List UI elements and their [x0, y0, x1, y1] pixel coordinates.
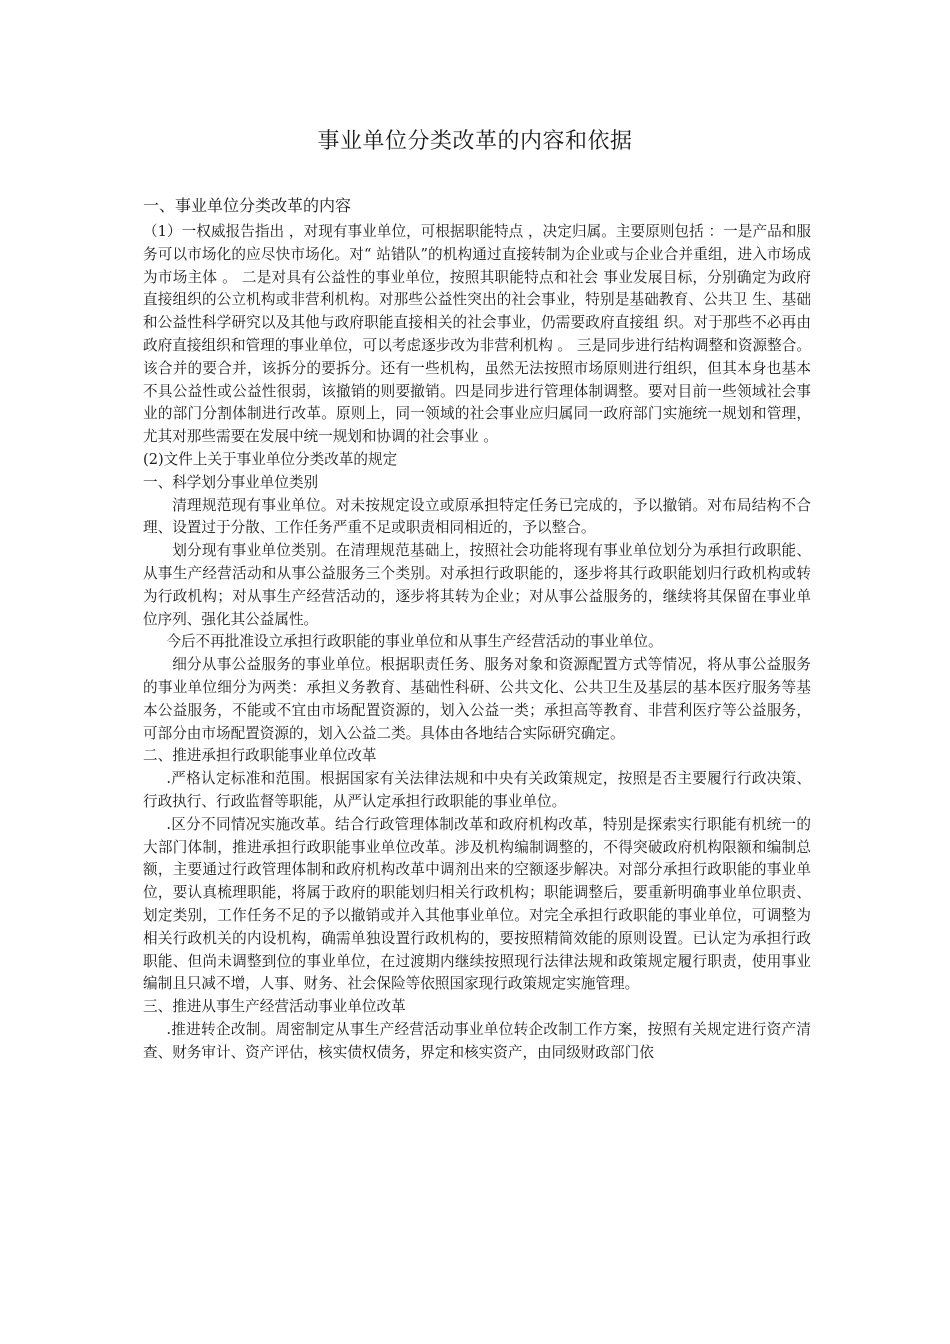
- paragraph: 划分现有事业单位类别。在清理规范基础上，按照社会功能将现有事业单位划分为承担行政职能、从事生产经营活动和从事公益服务三个类别。对承担行政职能的，逐步将其行政职能划归行政机构或转为行政机构；对从事生产经营活动的，逐步将其转为企业；对从事公益服务的，继续将其保留在事业单位序列、强化其公益属性。: [143, 542, 811, 628]
- paragraph: 清理规范现有事业单位。对未按规定设立或原承担特定任务已完成的，予以撤销。对布局结构不合理、设置过于分散、工作任务严重不足或职责相同相近的，予以整合。: [143, 496, 811, 537]
- paragraph: 细分从事公益服务的事业单位。根据职责任务、服务对象和资源配置方式等情况，将从事公益服务的事业单位细分为两类：承担义务教育、基础性科研、公共文化、公共卫生及基层的基本医疗服务等基本公益服务，不能或不宜由市场配置资源的，划入公益一类；承担高等教育、非营利医疗等公益服务，可部分由市场配置资源的，划入公益二类。具体由各地结合实际研究确定。: [143, 656, 811, 742]
- paragraph: 今后不再批准设立承担行政职能的事业单位和从事生产经营活动的事业单位。: [166, 633, 663, 651]
- section-heading: 二、推进承担行政职能事业单位改革: [143, 747, 377, 765]
- document-body: [143, 193, 811, 1064]
- paragraph: （1）一权威报告指出 ，对现有事业单位，可根据职能特点 ，决定归属。主要原则包括 ：一是产品和服务可以市场化的应尽快市场化。对“ 站错队”的机构通过直接转制为企业或与企业合并重组，进入市场成为市场主体 。 二是对具有公益性的事业单位，按照其职能特点和社会 事业发展目标，分别确定为政府直接组织的公立机构或非营利机构。对那些公益性突出的社会事业，特别是基础教育、公共卫 生、基础和公益性科学研究以及其他与政府职能直接相关的社会事业，仍需要政府直接组 织。对于那些不必再由政府直接组织和管理的事业单位，可以考虑逐步改为非营利机构 。 三是同步进行结构调整和资源整合。该合并的要合并，该拆分的要拆分。还有一些机构，虽然无法按照市场原则进行组织，但其本身也基本不具公益性或公益性很弱，该撤销的则要撤销。四是同步进行管理体制调整。要对目前一些领域社会事业的部门分割体制进行改革。原则上，同一领域的社会事业应归属同一政府部门实施统一规划和管理，尤其对那些需要在发展中统一规划和协调的社会事业 。: [143, 223, 811, 446]
- section-heading: 一、科学划分事业单位类别: [143, 473, 319, 491]
- paragraph: .推进转企改制。周密制定从事生产经营活动事业单位转企改制工作方案，按照有关规定进行资产清查、财务审计、资产评估，核实债权债务，界定和核实资产，由同级财政部门依: [143, 1020, 811, 1061]
- document-title: 事业单位分类改革的内容和依据: [317, 129, 633, 154]
- subheading: (2)文件上关于事业单位分类改革的规定: [143, 450, 398, 468]
- paragraph: .区分不同情况实施改革。结合行政管理体制改革和政府机构改革，特别是探索实行职能有机统一的大部门体制，推进承担行政职能事业单位改革。涉及机构编制调整的，不得突破政府机构限额和编制总额，主要通过行政管理体制和政府机构改革中调剂出来的空额逐步解决。对部分承担行政职能的事业单位，要认真梳理职能，将属于政府的职能划归相关行政机构；职能调整后，要重新明确事业单位职责、划定类别，工作任务不足的予以撤销或并入其他事业单位。对完全承担行政职能的事业单位，可调整为相关行政机关的内设机构，确需单独设置行政机构的，要按照精简效能的原则设置。已认定为承担行政职能、但尚未调整到位的事业单位，在过渡期内继续按照现行法律法规和政策规定履行职责，使用事业编制且只减不增，人事、财务、社会保险等依照国家现行政策规定实施管理。: [143, 815, 811, 993]
- section-heading: 一、事业单位分类改革的内容: [143, 196, 352, 215]
- paragraph: .严格认定标准和范围。根据国家有关法律法规和中央有关政策规定，按照是否主要履行行政决策、行政执行、行政监督等职能，从严认定承担行政职能的事业单位。: [143, 770, 811, 810]
- section-heading: 三、推进从事生产经营活动事业单位改革: [143, 998, 406, 1016]
